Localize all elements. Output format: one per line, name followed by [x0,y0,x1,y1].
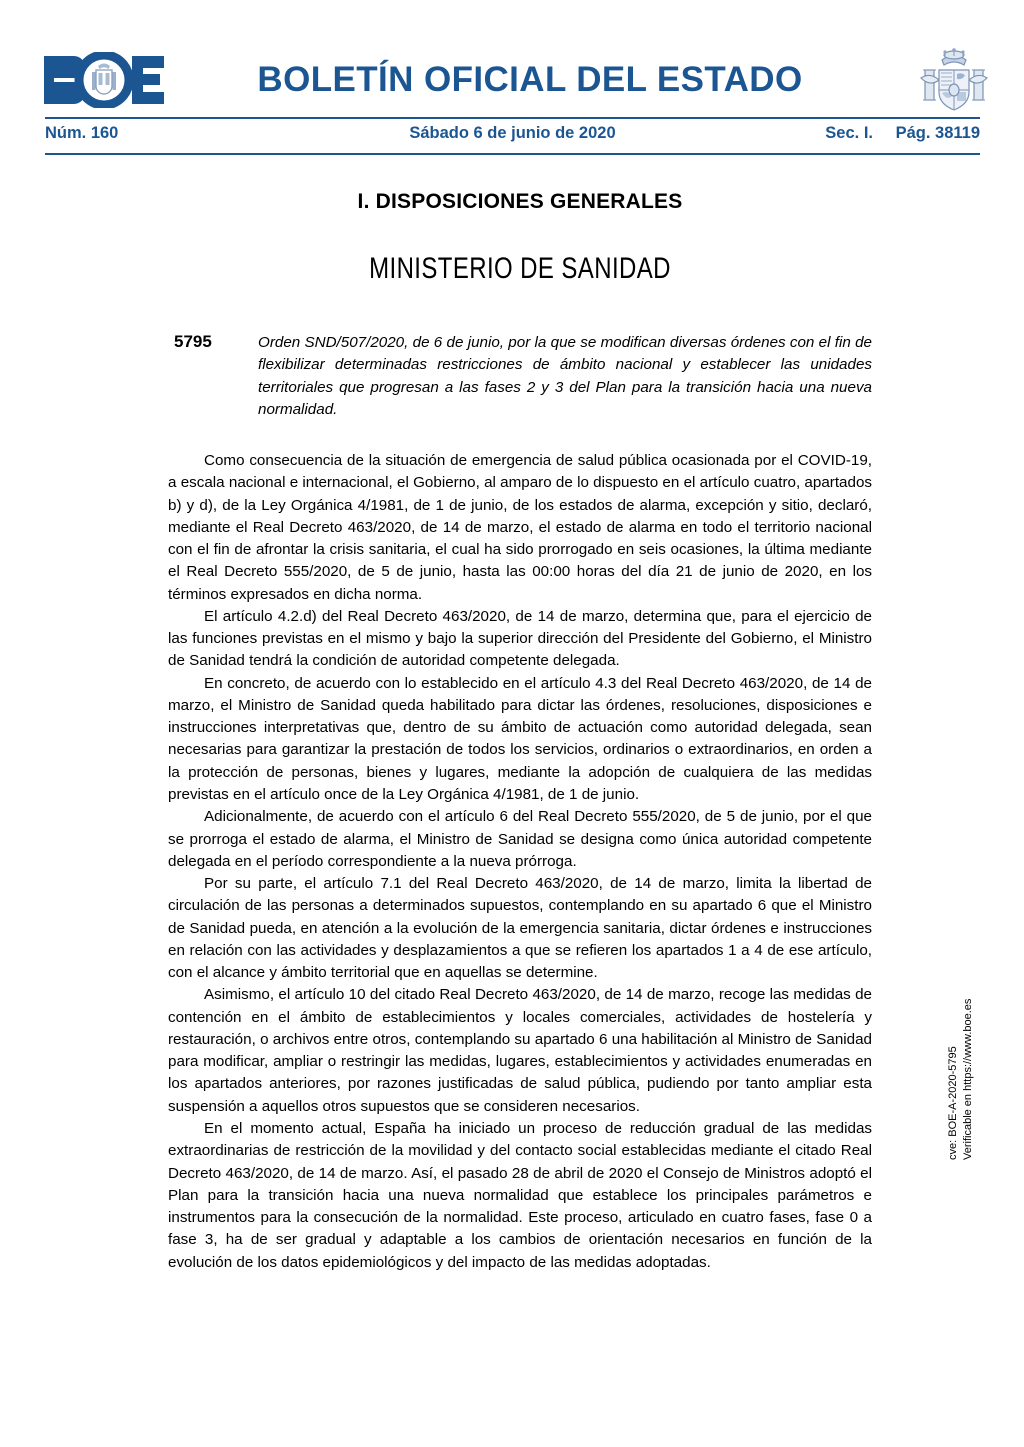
section-heading: I. DISPOSICIONES GENERALES [357,190,683,213]
cve-code: cve: BOE-A-2020-5795 [947,1046,959,1160]
masthead [0,0,1024,112]
ministry-heading: MINISTERIO DE SANIDAD [369,252,671,285]
paragraph: Adicionalmente, de acuerdo con el artículo 6 del Real Decreto 555/2020, de 5 de junio, por el que se prorroga el estado de alarma, el Ministro de Sanidad se designa como única autoridad competente delegada en el período correspondiente a la nueva prórroga. [168,808,872,870]
paragraph: Asimismo, el artículo 10 del citado Real Decreto 463/2020, de 14 de marzo, recoge las medidas de contención en el ámbito de establecimientos y locales comerciales, actividades de hostelería y restauración, o archivos entre otros, contemplando su apartado 6 una habilitación al Ministro de Sanidad para modificar, ampliar o restringir las medidas, lugares, establecimientos y actividades enumeradas en los apartados anteriores, por razones justificadas de salud pública, pudiendo por tanto ampliar esta suspensión a aquellos otros supuestos que se consideren necesarios. [168,986,872,1115]
verification-url: Verificable en https://www.boe.es [961,998,974,1160]
issue-number: Núm. 160 [45,124,119,142]
paragraph: En el momento actual, España ha iniciado un proceso de reducción gradual de las medidas extraordinarias de restricción de la movilidad y del contacto social establecidas mediante el citado Real Decreto 463/2020, de 14 de marzo. Así, el pasado 28 de abril de 2020 el Consejo de Ministros adoptó el Plan para la transición hacia una nueva normalidad que establece los principales parámetros e instrumentos para la consecución de la normalidad. Este proceso, articulado en cuatro fases, fase 0 a fase 3, ha de ser gradual y adaptable a los cambios de orientación necesarios en función de la evolución de los datos epidemiológicos y del impacto de las medidas adoptadas. [168,1119,872,1271]
body-text [168,450,872,1274]
header-rule-top [45,117,980,119]
page-number: Pág. 38119 [895,124,980,142]
paragraph: Como consecuencia de la situación de emergencia de salud pública ocasionada por el COVID-19, a escala nacional e internacional, el Gobierno, al amparo de lo dispuesto en el artículo cuatro, apartados b) y d), de la Ley Orgánica 4/1981, de 1 de junio, de los estados de alarma, excepción y sitio, declaró, mediante el Real Decreto 463/2020, de 14 de marzo, el estado de alarma en todo el territorio nacional con el fin de afrontar la crisis sanitaria, el cual ha sido prorrogado en seis ocasiones, la última mediante el Real Decreto 555/2020, de 5 de junio, hasta las 00:00 horas del día 21 de junio de 2020, en los términos expresados en dicha norma. [168,452,872,603]
disposition-number: 5795 [174,332,212,351]
header-right-group [825,124,980,143]
verification-side-note [946,960,976,1160]
section-label: Sec. I. [825,124,873,142]
paragraph: En concreto, de acuerdo con lo establecido en el artículo 4.3 del Real Decreto 463/2020, de 14 de marzo, el Ministro de Sanidad queda habilitado para dictar las órdenes, resoluciones, disposiciones e instrucciones interpretativas que, dentro de su ámbito de actuación como autoridad delegada, sean necesarias para garantizar la prestación de todos los servicios, ordinarios o extraordinarios, en orden a la protección de personas, bienes y lugares, mediante la adopción de cualquiera de las medidas previstas en el artículo once de la Ley Orgánica 4/1981, de 1 de junio. [168,674,872,803]
document-content [168,180,872,1274]
header-rule-bottom [45,153,980,155]
disposition-header [168,332,872,424]
issue-date: Sábado 6 de junio de 2020 [409,124,616,142]
paragraph: Por su parte, el artículo 7.1 del Real Decreto 463/2020, de 14 de marzo, limita la libertad de circulación de las personas a determinados supuestos, contemplando en su apartado 6 que el Ministro de Sanidad pueda, en atención a la evolución de la emergencia sanitaria, dictar órdenes e instrucciones en relación con las actividades y desplazamientos a que se refieren los apartados 1 a 4 de ese artículo, con el alcance y ámbito territorial que en aquellas se determine. [168,875,872,982]
disposition-summary: Orden SND/507/2020, de 6 de junio, por la que se modifican diversas órdenes con el fin de flexibilizar determinadas restricciones de ámbito nacional y establecer las unidades territoriales que progresan a las fases 2 y 3 del Plan para la transición hacia una nueva normalidad. [258,334,872,419]
page-title: BOLETÍN OFICIAL DEL ESTADO [257,60,803,99]
paragraph: El artículo 4.2.d) del Real Decreto 463/2020, de 14 de marzo, determina que, para el ejercicio de las funciones previstas en el mismo y bajo la superior dirección del Presidente del Gobierno, el Ministro de Sanidad tendrá la condición de autoridad competente delegada. [168,607,872,670]
boe-logo-icon [42,52,166,108]
coat-of-arms-icon [912,46,996,114]
header-bar [45,122,980,150]
